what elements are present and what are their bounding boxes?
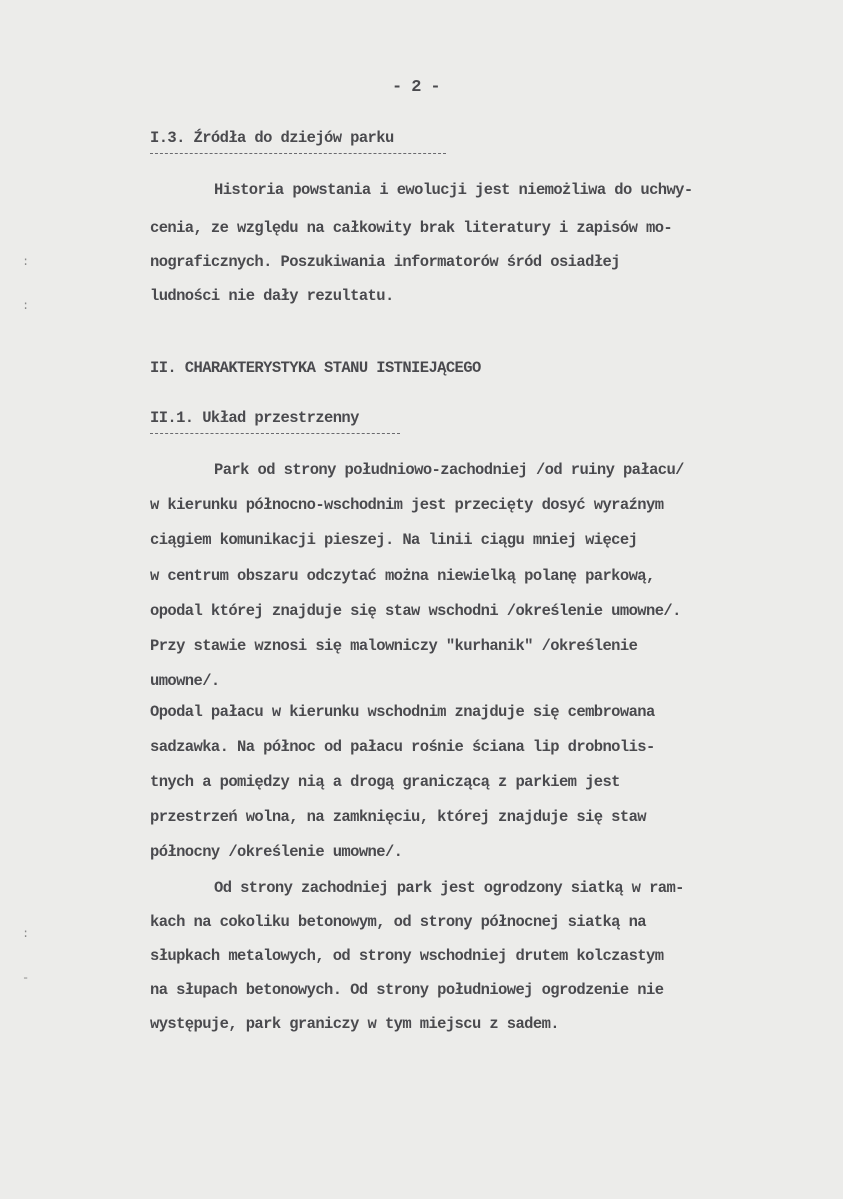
paragraph-line: przestrzeń wolna, na zamknięciu, której znajduje się staw — [150, 808, 646, 826]
paragraph-line: występuje, park graniczy w tym miejscu z sadem. — [150, 1015, 559, 1033]
paragraph-line: Historia powstania i ewolucji jest niemożliwa do uchwy- — [214, 181, 693, 199]
paragraph-line: kach na cokoliku betonowym, od strony północnej siatką na — [150, 913, 646, 931]
paragraph-line: tnych a pomiędzy nią a drogą graniczącą z parkiem jest — [150, 773, 620, 791]
paragraph-line: umowne/. — [150, 672, 220, 690]
paragraph-line: ludności nie dały rezultatu. — [150, 287, 394, 305]
paragraph-line: Opodal pałacu w kierunku wschodnim znajduje się cembrowana — [150, 703, 655, 721]
margin-mark: : — [22, 255, 30, 269]
paragraph-line: północny /określenie umowne/. — [150, 843, 403, 861]
paragraph-line: w kierunku północno-wschodnim jest przecięty dosyć wyraźnym — [150, 496, 664, 514]
page-number: - 2 - — [392, 78, 441, 97]
paragraph-line: cenia, ze względu na całkowity brak literatury i zapisów mo- — [150, 219, 673, 237]
paragraph-line: Przy stawie wznosi się malowniczy "kurhanik" /określenie — [150, 637, 638, 655]
section-heading: II. CHARAKTERYSTYKA STANU ISTNIEJĄCEGO — [150, 359, 481, 377]
paragraph-line: Od strony zachodniej park jest ogrodzony siatką w ram- — [214, 879, 684, 897]
paragraph-line: słupkach metalowych, od strony wschodniej drutem kolczastym — [150, 947, 664, 965]
paragraph-line: nograficznych. Poszukiwania informatorów śród osiadłej — [150, 253, 620, 271]
paragraph-line: na słupach betonowych. Od strony południowej ogrodzenie nie — [150, 981, 664, 999]
paragraph-line: sadzawka. Na północ od pałacu rośnie ściana lip drobnolis- — [150, 738, 655, 756]
paragraph-line: opodal której znajduje się staw wschodni /określenie umowne/. — [150, 602, 681, 620]
paragraph-line: ciągiem komunikacji pieszej. Na linii ciągu mniej więcej — [150, 531, 638, 549]
heading-underline — [150, 433, 400, 434]
paragraph-line: w centrum obszaru odczytać można niewielką polanę parkową, — [150, 567, 655, 585]
heading-underline — [150, 153, 446, 154]
paragraph-line: Park od strony południowo-zachodniej /od ruiny pałacu/ — [214, 461, 684, 479]
margin-mark: : — [22, 299, 30, 313]
section-heading: I.3. Źródła do dziejów parku — [150, 129, 394, 147]
margin-mark: : — [22, 927, 30, 941]
subsection-heading: II.1. Układ przestrzenny — [150, 409, 359, 427]
margin-mark: - — [22, 971, 30, 985]
